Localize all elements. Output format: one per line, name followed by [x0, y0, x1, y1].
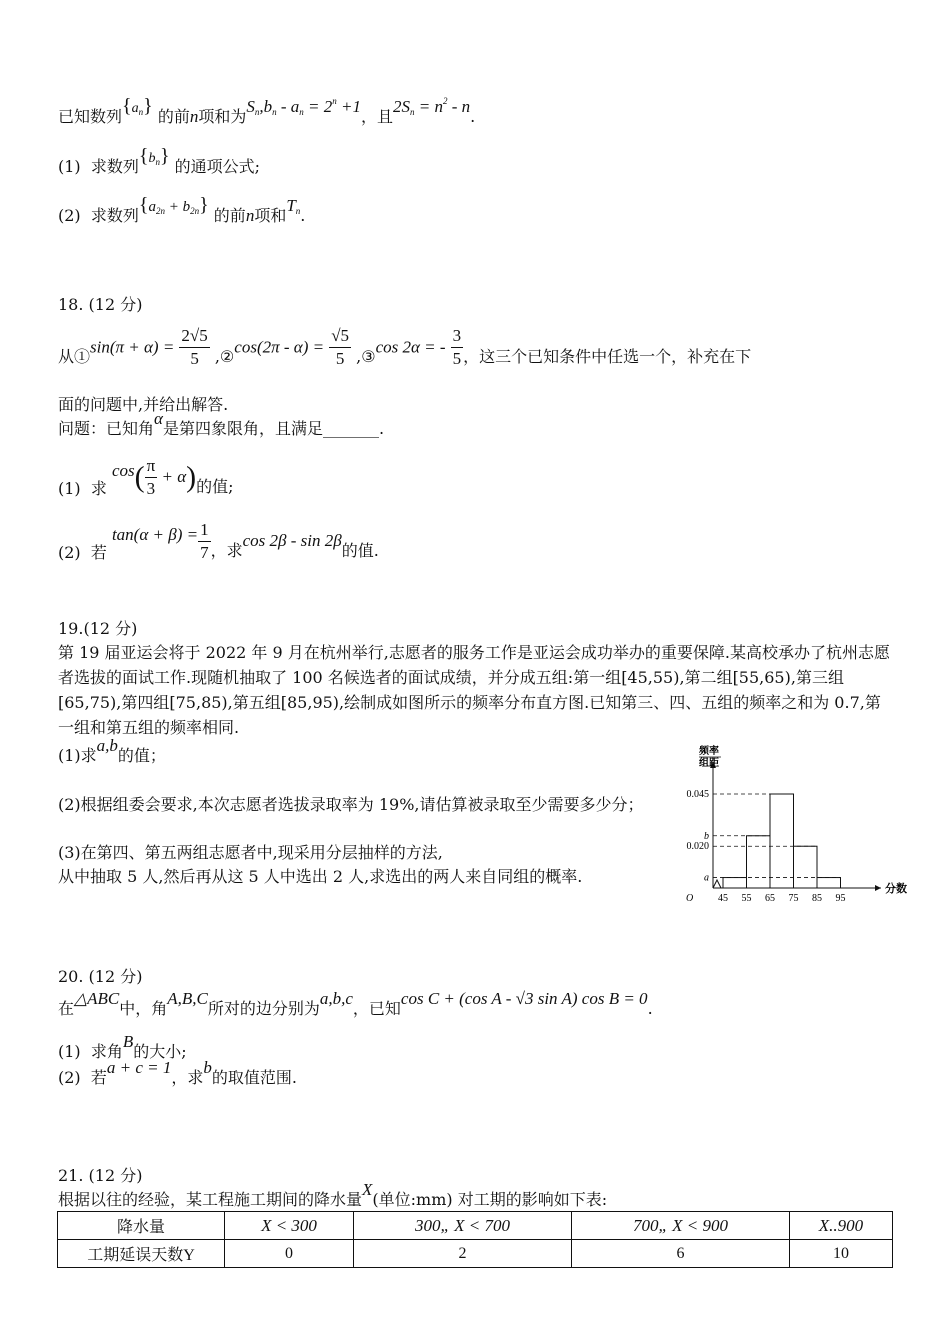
- x-tick-label: 65: [765, 893, 775, 904]
- table-row: [58, 1212, 893, 1240]
- q20-header: 20. (12 分): [58, 967, 143, 986]
- q21-stem: 根据以往的经验，某工程施工期间的降水量X(单位:mm) 对工期的影响如下表:: [58, 1180, 608, 1209]
- frequency-histogram: [660, 744, 907, 916]
- table-cell: X < 300: [225, 1212, 354, 1240]
- y-label-top: 频率: [699, 746, 719, 757]
- table-cell: 降水量: [58, 1212, 225, 1240]
- table-cell: 700„ X < 900: [572, 1212, 790, 1240]
- x-tick-label: 55: [741, 893, 752, 904]
- q19-part3b: 从中抽取 5 人,然后再从这 5 人中选出 2 人,求选出的两人来自同组的概率.: [58, 867, 583, 886]
- x-tick-label: 45: [718, 893, 728, 904]
- q19-part2: (2)根据组委会要求,本次志愿者选拔录取率为 19%,请估算被录取至少需要多少分；: [58, 795, 644, 814]
- q19-header: 19.(12 分): [58, 619, 138, 638]
- histogram-bar: [794, 846, 818, 888]
- histogram-bar: [817, 878, 841, 888]
- table-row: [58, 1240, 893, 1268]
- y-tick-label: 0.045: [686, 789, 709, 800]
- q17-part1: (1) 求数列$\{b_n\}$ 的通项公式;: [58, 145, 261, 176]
- q20-part1: (1) 求角B的大小;: [58, 1032, 187, 1061]
- q17-stem: 已知数列$\{a_n\}$ 的前n项和为$S_n,b_n - a_n = 2^n +1$，且$2S_n = n^2 - n$.: [58, 95, 476, 126]
- table-cell: 10: [789, 1240, 892, 1268]
- y-tick-label: a: [704, 872, 709, 884]
- q19-part1: (1)求a,b的值；: [58, 736, 166, 765]
- y-tick-label: b: [704, 830, 709, 842]
- histogram-bar: [747, 836, 771, 888]
- histogram-bar: [723, 878, 747, 888]
- rainfall-delay-table: [57, 1211, 893, 1268]
- x-axis-label: 分数: [885, 883, 907, 895]
- q20-stem: 在△ABC中，角A,B,C所对的边分别为a,b,c，已知cos C + (cos A - √3 sin A) cos B = 0.: [58, 989, 653, 1018]
- histogram-bar: [770, 794, 794, 888]
- x-axis-arrow: [875, 885, 881, 891]
- q19-paragraph: 第 19 届亚运会将于 2022 年 9 月在杭州举行,志愿者的服务工作是亚运会成功举办的重要保障.某高校承办了杭州志愿者选拔的面试工作.现随机抽取了 100 名候选者的面试成绩，并分成五组:第一组[45,55),第二组[55,65),第三组[65,75),第四组[75,85),第五组[85,95),绘制成如图所示的频率分布直方图.已知第三、四、五组的频率之和为 0.7,第一组和第五组的频率相同.: [58, 643, 890, 737]
- table-cell: 2: [354, 1240, 572, 1268]
- axis-break-icon: [713, 880, 723, 888]
- q18-line2: 面的问题中,并给出解答.: [58, 395, 229, 414]
- x-tick-label: 75: [788, 893, 799, 904]
- x-tick-label: 95: [835, 893, 846, 904]
- q19-part3a: (3)在第四、第五两组志愿者中,现采用分层抽样的方法,: [58, 843, 443, 862]
- q18-conditions: 从①sin(π + α) = $\frac{2√5}{5}$ ,②cos(2π - α) = $\frac{√5}{5}$ ,③cos 2α = - $\frac{3}{5}$ ，这三个已知条件中任选一个，补充在下: [58, 326, 752, 368]
- q18-header: 18. (12 分): [58, 295, 143, 314]
- table-cell: 6: [572, 1240, 790, 1268]
- origin-label: O: [686, 893, 694, 904]
- table-cell: 0: [225, 1240, 354, 1268]
- y-tick-label: 0.020: [686, 841, 709, 853]
- q21-header: 21. (12 分): [58, 1166, 143, 1185]
- x-tick-label: 85: [812, 893, 822, 904]
- q18-part1: (1) 求 cos( $\frac{\pi}{3}$ + α)的值;: [58, 456, 234, 498]
- table-cell: 工期延误天数Y: [58, 1240, 225, 1268]
- q18-part2: (2) 若 tan(α + β) = $\frac{1}{7}$ ，求cos 2β - sin 2β的值.: [58, 520, 379, 562]
- table-cell: X..900: [789, 1212, 892, 1240]
- y-label-bottom: 组距: [699, 758, 719, 769]
- q18-line3: 问题：已知角α是第四象限角，且满足_______.: [58, 409, 385, 438]
- table-cell: 300„ X < 700: [354, 1212, 572, 1240]
- q20-part2: (2) 若a + c = 1，求b的取值范围.: [58, 1058, 297, 1087]
- q17-part2: (2) 求数列$\{a_{2n} + b_{2n}\}$ 的前n项和$T_n$.: [58, 194, 306, 225]
